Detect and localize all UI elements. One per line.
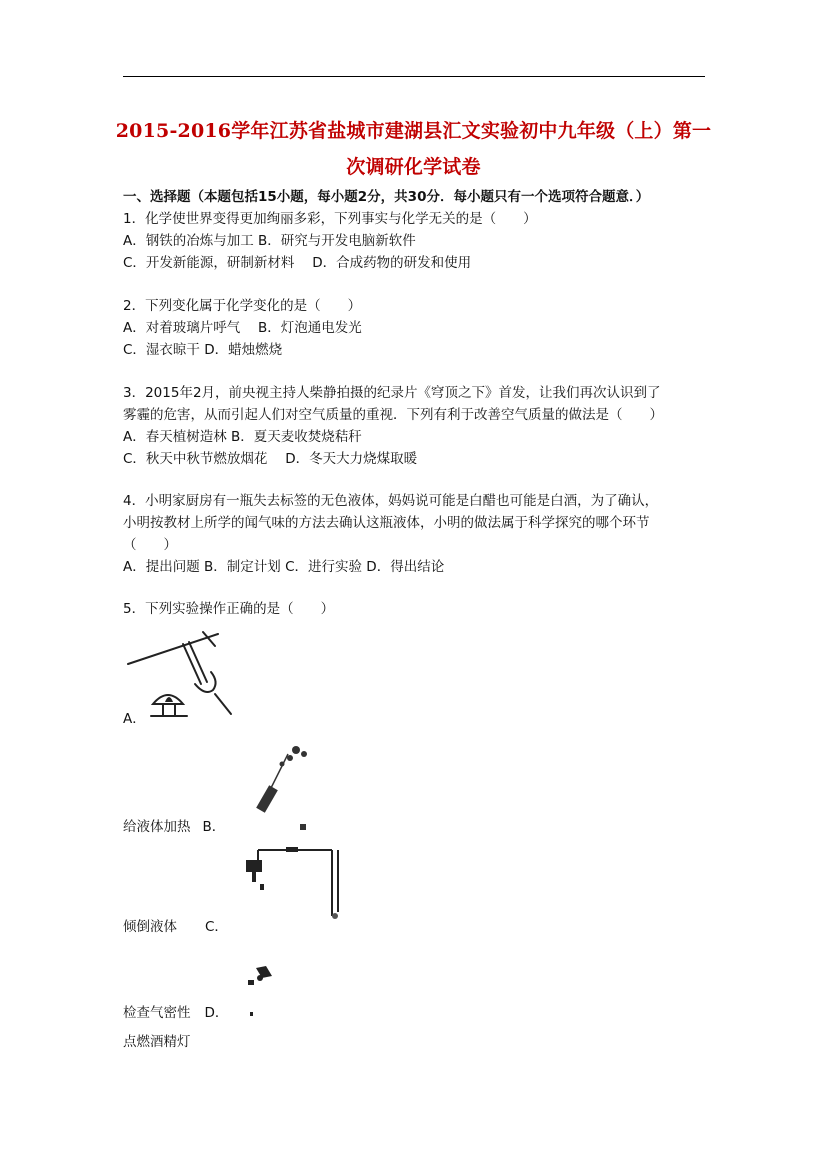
question-1-options-row-1: A．钢铁的冶炼与加工 B．研究与开发电脑新软件 — [123, 233, 416, 249]
question-1-options-row-2: C．开发新能源，研制新材料 D．合成药物的研发和使用 — [123, 255, 472, 271]
document-title-line-2: 次调研化学试卷 — [346, 156, 481, 178]
question-2-options-row-1: A．对着玻璃片呼气 B．灯泡通电发光 — [123, 320, 362, 336]
document-title-line-1: 2015-2016学年江苏省盐城市建湖县汇文实验初中九年级（上）第一 — [115, 120, 712, 142]
option-b-pouring-liquid-image — [248, 740, 318, 835]
option-d-alcohol-lamp-image — [246, 964, 286, 1020]
question-3-stem-line-2: 雾霾的危害，从而引起人们对空气质量的重视．下列有利于改善空气质量的做法是（ ） — [123, 407, 663, 423]
option-d-caption: 点燃酒精灯 — [123, 1034, 191, 1050]
option-b-caption: 倾倒液体 C． — [123, 919, 228, 935]
question-3-options-row-1: A．春天植树造林 B．夏天麦收焚烧秸秆 — [123, 429, 362, 445]
option-a-caption: 给液体加热 B． — [123, 819, 226, 835]
question-4-stem-line-2: 小明按教材上所学的闻气味的方法去确认这瓶液体，小明的做法属于科学探究的哪个环节 — [123, 515, 650, 531]
question-5-stem: 5．下列实验操作正确的是（ ） — [123, 601, 335, 617]
option-c-airtightness-check-image — [238, 846, 350, 922]
option-a-heating-liquid-image — [123, 624, 243, 724]
option-a-prefix: A． — [123, 711, 146, 727]
question-3-options-row-2: C．秋天中秋节燃放烟花 D．冬天大力烧煤取暖 — [123, 451, 418, 467]
question-4-options-row-1: A．提出问题 B．制定计划 C．进行实验 D．得出结论 — [123, 559, 445, 575]
option-c-caption: 检查气密性 D． — [123, 1005, 229, 1021]
question-4-stem-line-3: （ ） — [123, 537, 177, 553]
question-1-stem: 1．化学使世界变得更加绚丽多彩，下列事实与化学无关的是（ ） — [123, 211, 537, 227]
question-2-stem: 2．下列变化属于化学变化的是（ ） — [123, 298, 362, 314]
question-3-stem-line-1: 3．2015年2月，前央视主持人柴静拍摄的纪录片《穹顶之下》首发，让我们再次认识到了 — [123, 385, 661, 401]
section-heading: 一、选择题（本题包括15小题，每小题2分，共30分．每小题只有一个选项符合题意．） — [123, 189, 650, 205]
header-rule — [123, 76, 705, 77]
question-4-stem-line-1: 4．小明家厨房有一瓶失去标签的无色液体，妈妈说可能是白醋也可能是白酒，为了确认， — [123, 493, 659, 509]
question-2-options-row-2: C．湿衣晾干 D．蜡烛燃烧 — [123, 342, 283, 358]
